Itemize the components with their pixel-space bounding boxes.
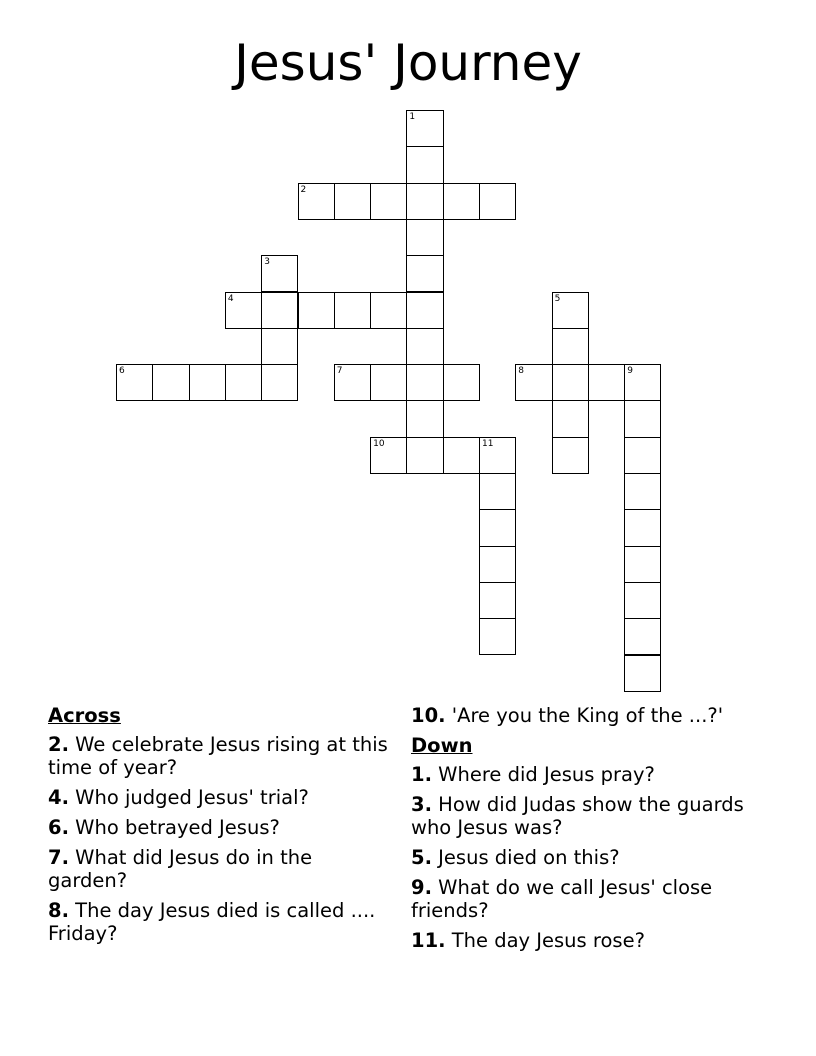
grid-cell[interactable] — [479, 437, 516, 474]
clues-column-right — [411, 704, 781, 959]
cell-number: 7 — [336, 366, 343, 377]
grid-cell[interactable] — [588, 364, 625, 401]
grid-cell[interactable] — [189, 364, 226, 401]
grid-cell[interactable] — [479, 582, 516, 619]
grid-cell[interactable] — [406, 146, 443, 183]
grid-cell[interactable] — [624, 509, 661, 546]
grid-cell[interactable] — [370, 364, 407, 401]
clue-across-7: 7. What did Jesus do in the garden? — [48, 846, 313, 892]
grid-cell[interactable] — [406, 328, 443, 365]
clue-across-10: 10. 'Are you the King of the ...?' — [411, 704, 724, 727]
grid-cell[interactable] — [370, 292, 407, 329]
grid-cell[interactable] — [479, 509, 516, 546]
clue-across-6: 6. Who betrayed Jesus? — [48, 816, 280, 839]
grid-cell[interactable] — [261, 255, 298, 292]
grid-cell[interactable] — [370, 437, 407, 474]
grid-cell[interactable] — [334, 183, 371, 220]
cell-number: 11 — [482, 438, 494, 449]
grid-cell[interactable] — [116, 364, 153, 401]
grid-cell[interactable] — [624, 655, 661, 692]
clue-across-8: 8. The day Jesus died is called .... Friday? — [48, 899, 376, 945]
grid-cell[interactable] — [552, 328, 589, 365]
grid-cell[interactable] — [370, 183, 407, 220]
clue-across-2: 2. We celebrate Jesus rising at this time of year? — [48, 733, 388, 779]
grid-cell[interactable] — [479, 183, 516, 220]
grid-cell[interactable] — [406, 219, 443, 256]
grid-cell[interactable] — [624, 364, 661, 401]
cell-number: 8 — [518, 366, 525, 377]
grid-cell[interactable] — [479, 618, 516, 655]
cell-number: 5 — [554, 293, 561, 304]
grid-cell[interactable] — [552, 400, 589, 437]
cell-number: 2 — [300, 184, 307, 195]
grid-cell[interactable] — [624, 618, 661, 655]
grid-cell[interactable] — [552, 437, 589, 474]
grid-cell[interactable] — [479, 546, 516, 583]
clues-column-left — [48, 704, 393, 952]
grid-cell[interactable] — [443, 437, 480, 474]
grid-cell[interactable] — [152, 364, 189, 401]
grid-cell[interactable] — [624, 546, 661, 583]
cell-number: 4 — [227, 293, 234, 304]
grid-cell[interactable] — [479, 473, 516, 510]
cell-number: 9 — [627, 366, 633, 377]
grid-cell[interactable] — [515, 364, 552, 401]
grid-cell[interactable] — [261, 292, 298, 329]
grid-cell[interactable] — [624, 400, 661, 437]
down-heading: Down — [411, 734, 473, 757]
clue-down-1: 1. Where did Jesus pray? — [411, 763, 655, 786]
grid-cell[interactable] — [406, 110, 443, 147]
cell-number: 6 — [119, 366, 125, 377]
clue-down-5: 5. Jesus died on this? — [411, 846, 620, 869]
grid-cell[interactable] — [552, 292, 589, 329]
clue-down-3: 3. How did Judas show the guards who Jesus was? — [411, 793, 744, 839]
grid-cell[interactable] — [298, 183, 335, 220]
grid-cell[interactable] — [552, 364, 589, 401]
grid-cell[interactable] — [334, 364, 371, 401]
grid-cell[interactable] — [443, 183, 480, 220]
grid-cell[interactable] — [406, 364, 443, 401]
grid-cell[interactable] — [443, 364, 480, 401]
grid-cell[interactable] — [406, 183, 443, 220]
clue-across-4: 4. Who judged Jesus' trial? — [48, 786, 309, 809]
cell-number: 3 — [264, 257, 270, 268]
puzzle-title: Jesus' Journey — [234, 34, 582, 92]
cell-number: 10 — [373, 438, 385, 449]
across-heading: Across — [48, 704, 121, 727]
grid-cell[interactable] — [406, 400, 443, 437]
grid-cell[interactable] — [261, 328, 298, 365]
clue-down-11: 11. The day Jesus rose? — [411, 929, 645, 952]
grid-cell[interactable] — [225, 364, 262, 401]
grid-cell[interactable] — [406, 255, 443, 292]
grid-cell[interactable] — [624, 473, 661, 510]
grid-cell[interactable] — [298, 292, 335, 329]
cell-number: 1 — [409, 112, 416, 122]
clue-down-9: 9. What do we call Jesus' close friends? — [411, 876, 713, 922]
grid-cell[interactable] — [406, 437, 443, 474]
grid-cell[interactable] — [261, 364, 298, 401]
grid-cell[interactable] — [334, 292, 371, 329]
grid-cell[interactable] — [406, 292, 443, 329]
grid-cell[interactable] — [624, 582, 661, 619]
grid-cell[interactable] — [624, 437, 661, 474]
grid-cell[interactable] — [225, 292, 262, 329]
